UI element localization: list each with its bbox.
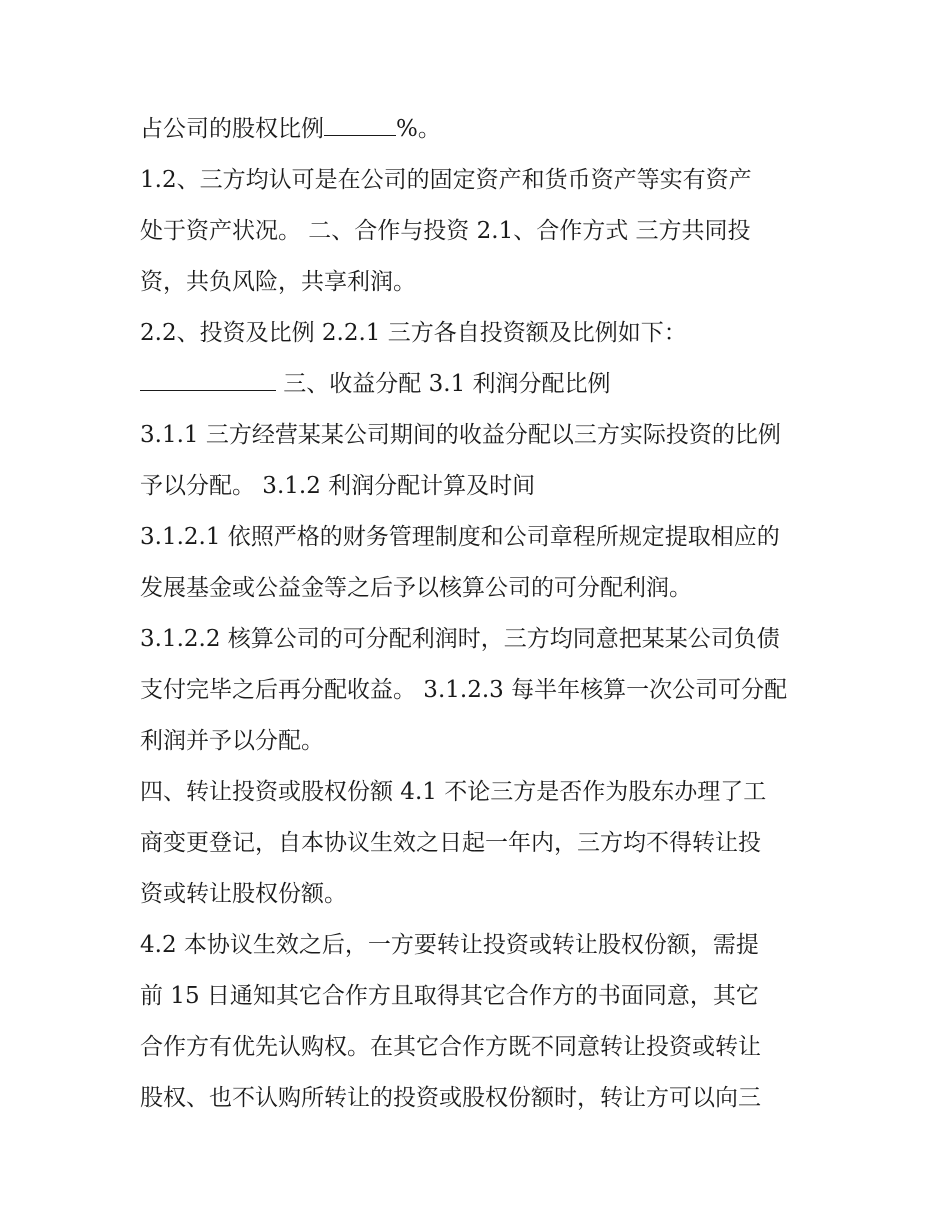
- text-line: 4.2 本协议生效之后，一方要转让投资或转让股权份额，需提: [140, 932, 759, 958]
- blank-underline: [140, 370, 276, 391]
- text-line: 股权、也不认购所转让的投资或股权份额时，转让方可以向三: [140, 1085, 761, 1111]
- text-line: 资或转让股权份额。: [140, 881, 347, 907]
- text-line: 处于资产状况。 二、合作与投资 2.1、合作方式 三方共同投: [140, 218, 751, 244]
- text-line: 予以分配。 3.1.2 利润分配计算及时间: [140, 473, 536, 499]
- text-line: 四、转让投资或股权份额 4.1 不论三方是否作为股东办理了工: [140, 779, 767, 805]
- text-line: 3.1.2.1 依照严格的财务管理制度和公司章程所规定提取相应的: [140, 524, 780, 550]
- text-line: 三、收益分配 3.1 利润分配比例: [140, 359, 830, 410]
- text-line: 1.2、三方均认可是在公司的固定资产和货币资产等实有资产: [140, 167, 752, 193]
- text-line: 3.1.2.2 核算公司的可分配利润时，三方均同意把某某公司负债: [140, 626, 780, 652]
- text-line: 发展基金或公益金等之后予以核算公司的可分配利润。: [140, 575, 692, 601]
- document-body: [140, 104, 830, 1124]
- text-line: 商变更登记，自本协议生效之日起一年内，三方均不得转让投: [140, 830, 761, 856]
- text-line: 前 15 日通知其它合作方且取得其它合作方的书面同意，其它: [140, 983, 759, 1009]
- blank-underline: [324, 115, 396, 136]
- text-line: 资，共负风险，共享利润。: [140, 269, 416, 295]
- text-line: 2.2、投资及比例 2.2.1 三方各自投资额及比例如下：: [140, 320, 687, 346]
- text-line: 利润并予以分配。: [140, 728, 324, 754]
- text-line: 合作方有优先认购权。在其它合作方既不同意转让投资或转让: [140, 1034, 761, 1060]
- text-line: 支付完毕之后再分配收益。 3.1.2.3 每半年核算一次公司可分配: [140, 677, 788, 703]
- text-line: 占公司的股权比例 %。: [140, 116, 441, 142]
- text-line: 3.1.1 三方经营某某公司期间的收益分配以三方实际投资的比例: [140, 422, 781, 448]
